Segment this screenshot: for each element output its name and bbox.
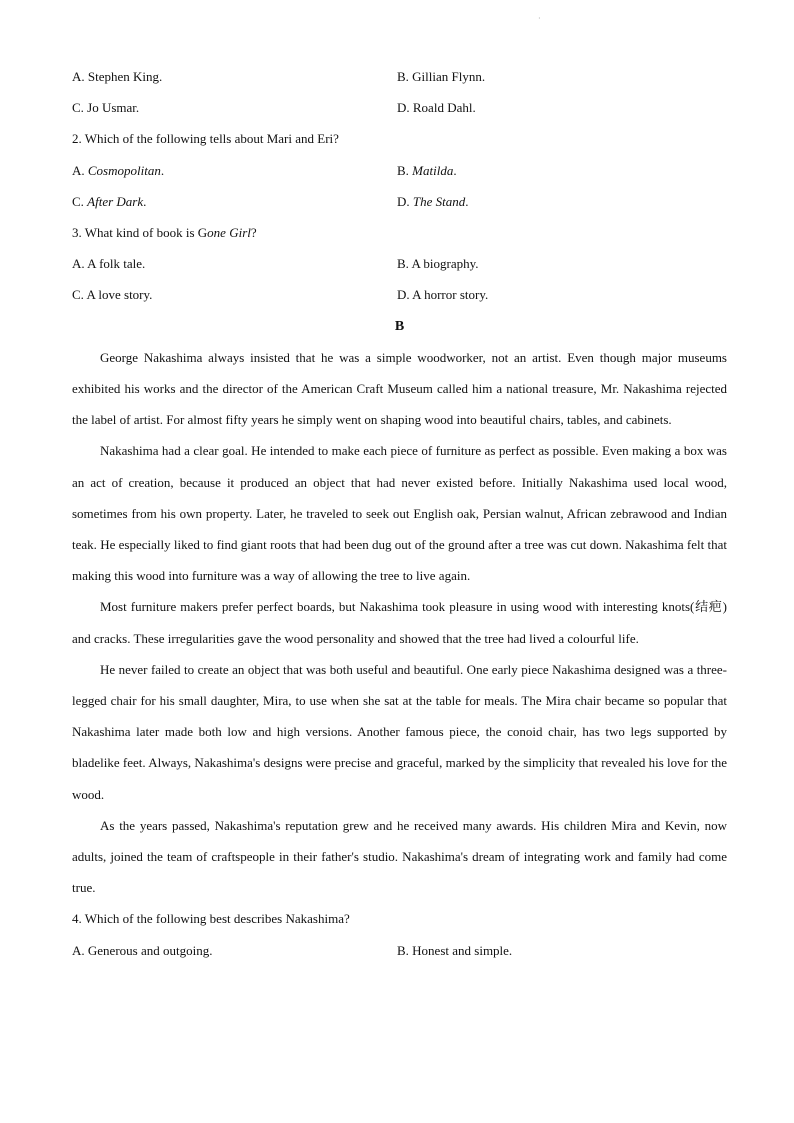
passage-paragraph: Most furniture makers prefer perfect boards, but Nakashima took pleasure in using wood with interesting knots(结疤) and cracks. These irregularities gave the wood personality and showed that the tree had lived a colourful life. [72,599,727,646]
q3-option-b: B. A biography. [397,256,479,272]
q4-question: 4. Which of the following best describes Nakashima? [72,911,350,927]
q3-option-d: D. A horror story. [397,287,489,303]
q1-options-row-1 [72,61,727,92]
q1-option-b: B. Gillian Flynn. [397,69,486,84]
q2-option-d: D. The Stand. [397,193,469,209]
passage-paragraph: George Nakashima always insisted that he was a simple woodworker, not an artist. Even though major museums exhibited his works and the director of the American Craft Museum called him a national treasure, Mr. Nakashima rejected the label of artist. For almost fifty years he simply went on shaping wood into beautiful chairs, tables, and cabinets. [72,349,727,428]
passage-paragraph: As the years passed, Nakashima's reputation grew and he received many awards. His children Mira and Kevin, now adults, joined the team of craftspeople in their father's studio. Nakashima's dream of integrating work and family had come true. [72,817,727,896]
q3-option-a: A. A folk tale. [72,256,146,272]
q1-option-a: A. Stephen King. [72,69,163,84]
section-b-heading: B [394,318,405,334]
passage-paragraph: He never failed to create an object that was both useful and beautiful. One early piece Nakashima designed was a three-legged chair for his small daughter, Mira, to use when she sat at the table for meals. The Mira chair became so popular that Nakashima later made both low and high versions. Another famous piece, the conoid chair, has two legs supported by bladelike feet. Always, Nakashima's designs were precise and graceful, marked by the simplicity that revealed his love for the wood. [72,661,727,802]
q2-options-row-1 [72,155,727,186]
q1-option-c: C. Jo Usmar. [72,100,140,116]
q2-option-c: C. After Dark. [72,193,147,209]
header-mark: · [538,14,541,23]
q3-options-row-1 [72,248,727,279]
q4-option-b: B. Honest and simple. [397,942,513,958]
q1-options-row-2 [72,92,727,123]
q2-option-b: B. Matilda. [397,162,457,178]
q3-options-row-2 [72,279,727,310]
section-b-passage [72,342,727,904]
q4-options-row-1 [72,935,727,966]
q3-option-c: C. A love story. [72,287,153,303]
q2-question: 2. Which of the following tells about Mari and Eri? [72,131,339,147]
passage-paragraph: Nakashima had a clear goal. He intended to make each piece of furniture as perfect as possible. Even making a box was an act of creation, because it produced an object that had never existed before. Initially Nakashima used local wood, sometimes from his own property. Later, he traveled to seek out English oak, Persian walnut, African zebrawood and Indian teak. He especially liked to find giant roots that had been dug out of the ground after a tree was cut down. Nakashima felt that making this wood into furniture was a way of allowing the tree to live again. [72,443,727,584]
q2-options-row-2 [72,186,727,217]
q4-option-a: A. Generous and outgoing. [72,942,213,958]
q1-option-d: D. Roald Dahl. [397,100,476,116]
document-page [72,61,727,966]
q2-option-a: A. Cosmopolitan. [72,162,165,178]
q3-question: 3. What kind of book is Gone Girl? [72,224,257,240]
